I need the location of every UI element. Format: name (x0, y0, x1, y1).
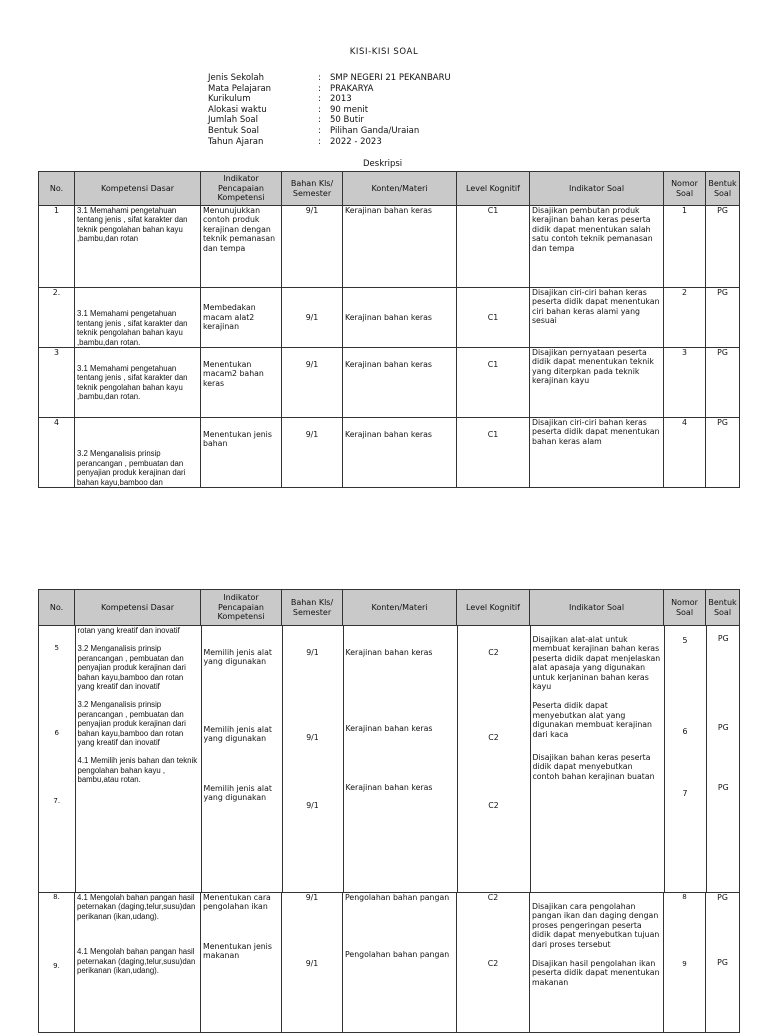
row-indikator: Disajikan ciri-ciri bahan keras peserta didik dapat menentukan bahan keras alam (530, 418, 664, 488)
meta-value: 50 Butir (330, 115, 364, 126)
header-ipk: Indikator Pencapaian Kompetensi (201, 590, 282, 626)
meta-row-count (208, 115, 451, 126)
meta-colon: : (318, 104, 321, 115)
row-bahan: 9/1 (282, 206, 343, 288)
row-materi-col (343, 893, 457, 1033)
row-materi-col (343, 626, 457, 892)
row-no: 5 (54, 644, 59, 652)
row-materi: Kerajinan bahan keras (343, 288, 457, 348)
row-materi: Kerajinan bahan keras (345, 782, 433, 792)
meta-row-type (208, 126, 451, 137)
meta-key: Jenis Sekolah (208, 73, 265, 83)
row-no-col (39, 893, 75, 1033)
row-bahan: 9/1 (306, 733, 319, 743)
header-bentuk: Bentuk Soal (706, 172, 740, 206)
row-bentuk: PG (706, 348, 740, 418)
row-materi: Kerajinan bahan keras (345, 648, 433, 657)
header-no: No. (39, 590, 75, 626)
row-bentuk: PG (706, 418, 740, 488)
meta-colon: : (318, 94, 321, 105)
meta-key: Tahun Ajaran (208, 136, 264, 147)
meta-value: 2013 (330, 94, 352, 105)
row-bentuk: PG (717, 958, 728, 968)
table-header-row (39, 590, 740, 626)
row-no: 3 (39, 348, 75, 418)
row-no: 6 (54, 729, 59, 738)
header-level: Level Kognitif (457, 172, 530, 206)
meta-value: Pilihan Ganda/Uraian (330, 125, 420, 136)
row-bahan: 9/1 (306, 800, 319, 810)
table-row-group-8-9 (39, 893, 740, 1033)
row-level: C2 (488, 733, 499, 743)
header-nomor: Nomor Soal (664, 590, 706, 626)
document-title: KISI-KISI SOAL (349, 47, 419, 57)
meta-colon: : (318, 136, 321, 147)
header-indikator: Indikator Soal (530, 590, 664, 626)
row-level: C2 (488, 648, 499, 657)
meta-row-year (208, 137, 451, 148)
meta-row-curriculum (208, 94, 451, 105)
row-kd: 4.1 Mengolah bahan pangan hasil peternakan (daging,telur,susu)dan perikanan (ikan,udang). (77, 893, 196, 921)
meta-key: Bentuk Soal (208, 125, 259, 136)
row-materi: Kerajinan bahan keras (343, 206, 457, 288)
row-kd: 3.1 Memahami pengetahuan tentang jenis , sifat karakter dan teknik pengolahan bahan kayu ,bambu,dan rotan (75, 206, 201, 288)
meta-value: 2022 - 2023 (330, 136, 382, 147)
row-nomor: 8 (682, 893, 687, 901)
row-ipk: Menentukan macam2 bahan keras (201, 348, 282, 418)
meta-key: Alokasi waktu (208, 104, 267, 115)
row-ipk: Menentukan cara pengolahan ikan (203, 893, 271, 912)
row-nomor: 9 (682, 960, 687, 969)
row-ipk: Memilih jenis alat yang digunakan (203, 724, 272, 744)
table-row (39, 418, 740, 488)
header-ipk: Indikator Pencapaian Kompetensi (201, 172, 282, 206)
table-row (39, 288, 740, 348)
deskripsi-label: Deskripsi (363, 159, 403, 169)
row-ipk: Memilih jenis alat yang digunakan (203, 648, 272, 667)
row-level: C2 (487, 959, 499, 969)
row-level: C1 (457, 418, 530, 488)
row-bentuk: PG (717, 893, 728, 902)
row-kd-col (75, 893, 201, 1033)
header-bahan: Bahan Kls/ Semester (282, 172, 343, 206)
meta-colon: : (318, 83, 321, 94)
table-row (39, 206, 740, 288)
row-ipk-col (201, 893, 282, 1033)
row-bahan: 9/1 (282, 348, 343, 418)
row-bentuk: PG (706, 206, 740, 288)
row-nomor: 4 (664, 418, 706, 488)
kisi-table-part-1 (38, 171, 740, 488)
row-kd: rotan yang kreatif dan inovatif (77, 626, 180, 635)
row-ipk: Menentukan jenis bahan (201, 418, 282, 488)
row-level-col (457, 893, 530, 1033)
row-ipk: Menunujukkan contoh produk kerajinan dengan teknik pemanasan dan tempa (201, 206, 282, 288)
meta-row-time (208, 105, 451, 116)
row-kd: 3.2 Menganalisis prinsip perancangan , pembuatan dan penyajian produk kerajinan dari bahan kayu,bamboo dan rotan yang kreatif dan inovatif (77, 644, 186, 692)
meta-colon: : (318, 73, 321, 83)
row-nomor: 1 (664, 206, 706, 288)
row-ipk-col (201, 626, 282, 892)
row-level: C1 (457, 206, 530, 288)
row-bahan: 9/1 (305, 959, 319, 969)
meta-value: SMP NEGERI 21 PEKANBARU (330, 73, 451, 83)
row-level: C1 (457, 288, 530, 348)
row-indikator: Disajikan pembutan produk kerajinan bahan keras peserta didik dapat menentukan salah satu contoh teknik pemanasan dan tempa (530, 206, 664, 288)
row-bahan: 9/1 (282, 288, 343, 348)
row-nomor-col (664, 626, 706, 892)
row-level: C2 (488, 800, 499, 810)
row-no: 4 (39, 418, 75, 488)
row-materi: Kerajinan bahan keras (345, 724, 433, 734)
meta-key: Kurikulum (208, 94, 251, 105)
row-nomor-col (664, 893, 706, 1033)
row-kd: 3.2 Menganalisis prinsip perancangan , pembuatan dan penyajian produk kerajinan dari bahan kayu,bamboo dan (75, 418, 201, 488)
row-ipk: Memilih jenis alat yang digunakan (203, 783, 272, 803)
row-level-col (457, 626, 530, 892)
row-kd: 3.1 Memahami pengetahuan tentang jenis , sifat karakter dan teknik pengolahan bahan kayu ,bambu,dan rotan. (75, 288, 201, 348)
meta-key: Mata Pelajaran (208, 83, 272, 94)
row-materi: Pengolahan bahan pangan (345, 893, 450, 902)
header-kd: Kompetensi Dasar (75, 590, 201, 626)
row-nomor: 5 (682, 636, 688, 645)
row-ipk: Membedakan macam alat2 kerajinan (201, 288, 282, 348)
header-level: Level Kognitif (457, 590, 530, 626)
row-indikator-col (530, 893, 664, 1033)
header-materi: Konten/Materi (343, 590, 457, 626)
rows-5-7-cell (39, 626, 740, 893)
meta-value: 90 menit (330, 104, 369, 115)
row-nomor: 7 (682, 788, 688, 798)
row-nomor: 2 (664, 288, 706, 348)
table-row-group-5-7 (39, 626, 740, 893)
row-bahan-col (282, 626, 343, 892)
row-kd: 4.1 Memilih jenis bahan dan teknik pengolahan bahan kayu , bambu,atau rotan. (77, 756, 198, 785)
header-bahan: Bahan Kls/ Semester (282, 590, 343, 626)
table-row (39, 626, 740, 892)
header-no: No. (39, 172, 75, 206)
row-no: 7. (53, 796, 61, 805)
meta-key: Jumlah Soal (208, 115, 258, 126)
rows-5-7-inner (39, 626, 740, 892)
row-indikator: Disajikan alat-alat untuk membuat kerajinan bahan keras peserta didik dapat menjelaskan alat apasaja yang digunakan untuk kerjaninan bahan keras kayu (532, 635, 661, 692)
row-kd-col (75, 626, 201, 892)
row-no: 2. (39, 288, 75, 348)
row-indikator: Disajikan cara pengolahan pangan ikan dan daging dengan proses pengeringan peserta didik dapat menyebutkan tujuan dari proses tersebut (532, 902, 660, 949)
meta-row-subject (208, 84, 451, 95)
row-nomor: 6 (682, 727, 688, 737)
row-bahan-col (282, 893, 343, 1033)
header-kd: Kompetensi Dasar (75, 172, 201, 206)
row-bentuk: PG (717, 634, 729, 643)
header-materi: Konten/Materi (343, 172, 457, 206)
row-bentuk: PG (717, 723, 729, 733)
row-kd: 4.1 Mengolah bahan pangan hasil peternakan (daging,telur,susu)dan perikanan (ikan,udang). (77, 947, 196, 976)
meta-colon: : (318, 125, 321, 136)
header-nomor: Nomor Soal (664, 172, 706, 206)
meta-colon: : (318, 115, 321, 126)
row-no: 1 (39, 206, 75, 288)
row-no: 9. (53, 962, 60, 971)
row-no-col (39, 626, 75, 892)
document-meta (208, 73, 451, 147)
row-bentuk-col (706, 626, 740, 892)
row-indikator: Peserta didik dapat menyebutkan alat yang digunakan membuat kerajinan dari kaca (532, 701, 653, 739)
row-bahan: 9/1 (305, 893, 319, 902)
row-indikator: Disajikan ciri-ciri bahan keras peserta didik dapat menentukan ciri bahan keras alami yang sesuai (530, 288, 664, 348)
row-bahan: 9/1 (282, 418, 343, 488)
table-row (39, 348, 740, 418)
meta-value: PRAKARYA (330, 83, 374, 94)
row-bentuk-col (706, 893, 740, 1033)
row-ipk: Menentukan jenis makanan (203, 941, 272, 961)
row-kd: 3.1 Memahami pengetahuan tentang jenis , sifat karakter dan teknik pengolahan bahan kayu ,bambu,dan rotan. (75, 348, 201, 418)
row-materi: Kerajinan bahan keras (343, 348, 457, 418)
table-header-row (39, 172, 740, 206)
row-materi: Pengolahan bahan pangan (345, 950, 450, 960)
meta-row-school (208, 73, 451, 84)
row-indikator: Disajikan bahan keras peserta didik dapat menyebutkan contoh bahan kerajinan buatan (532, 753, 655, 781)
header-bentuk: Bentuk Soal (706, 590, 740, 626)
kisi-table-part-2 (38, 589, 740, 1033)
row-level: C2 (487, 893, 499, 902)
row-bahan: 9/1 (306, 648, 319, 657)
row-level: C1 (457, 348, 530, 418)
row-kd: 3.2 Menganalisis prinsip perancangan , pembuatan dan penyajian produk kerajinan dari bahan kayu,bamboo dan rotan yang kreatif dan inovatif (77, 700, 186, 748)
row-no: 8. (53, 893, 60, 901)
header-indikator: Indikator Soal (530, 172, 664, 206)
row-indikator: Disajikan pernyataan peserta didik dapat menentukan teknik yang diterpkan pada teknik kerajinan kayu (530, 348, 664, 418)
row-indikator: Disajikan hasil pengolahan ikan peserta didik dapat menentukan makanan (532, 959, 660, 987)
row-nomor: 3 (664, 348, 706, 418)
row-materi: Kerajinan bahan keras (343, 418, 457, 488)
row-bentuk: PG (706, 288, 740, 348)
row-bentuk: PG (717, 782, 729, 792)
row-indikator-col (530, 626, 664, 892)
